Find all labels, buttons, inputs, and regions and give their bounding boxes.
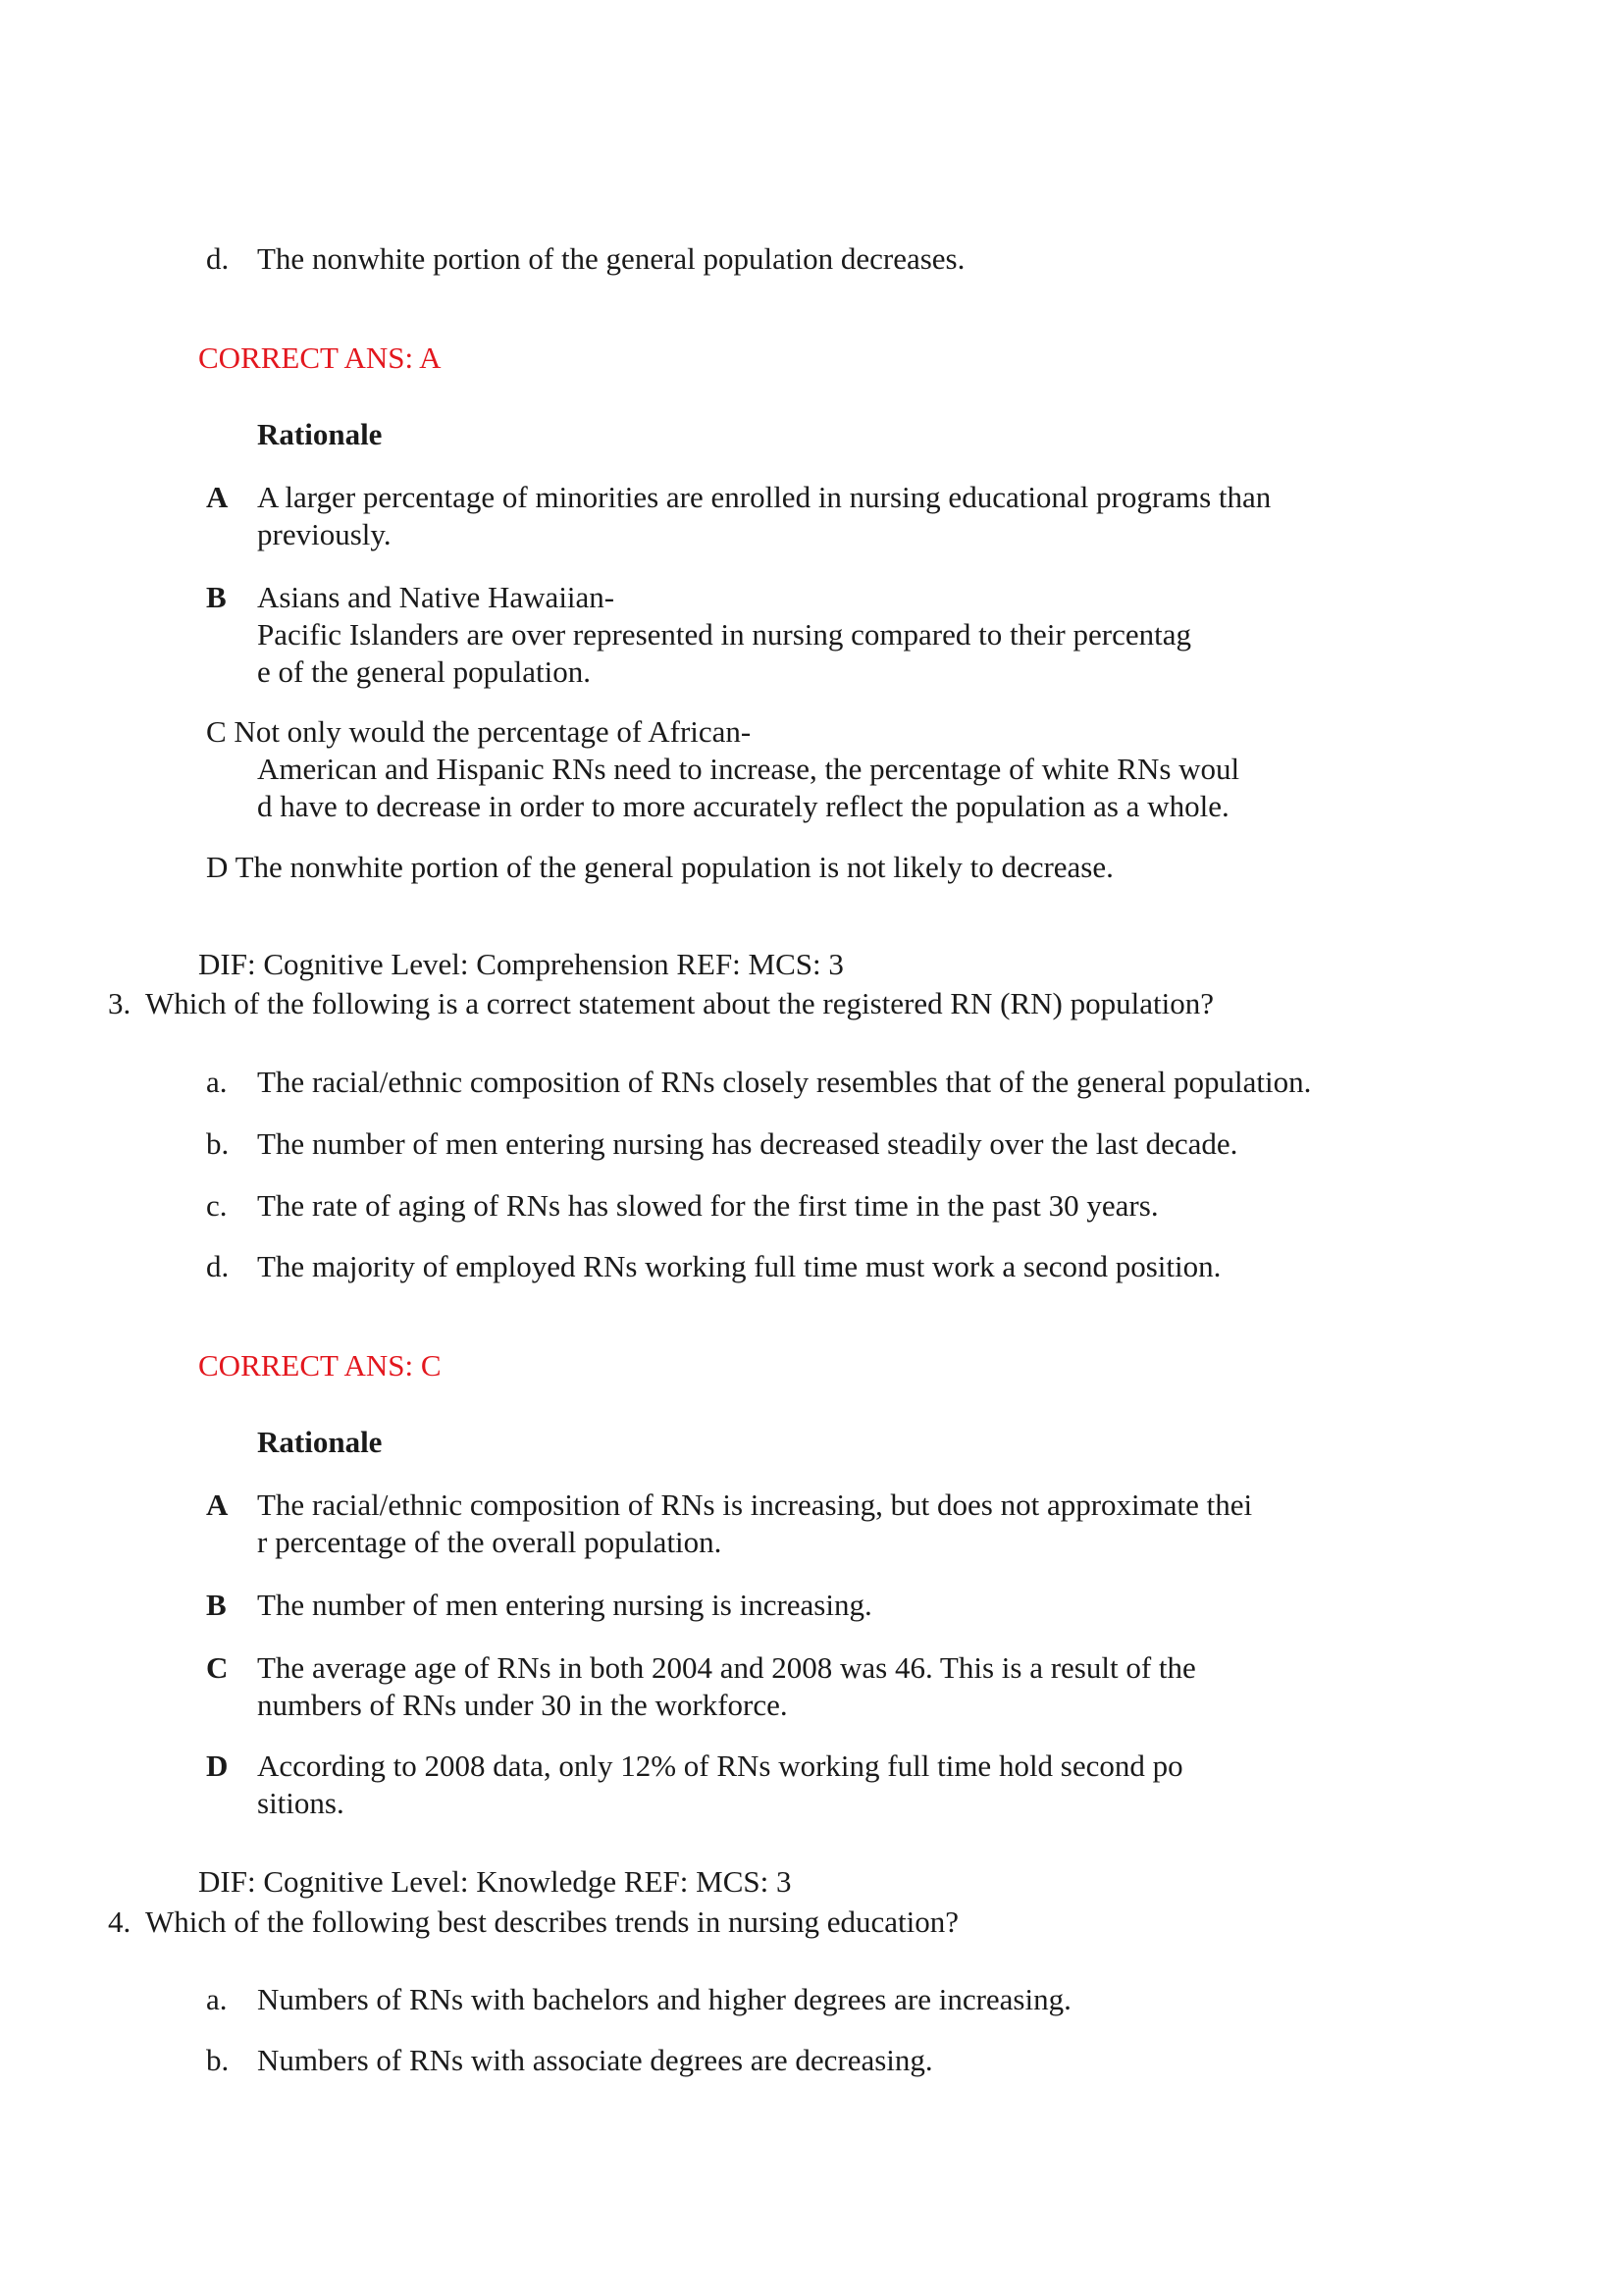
rationale-label: B — [206, 580, 227, 614]
rationale-line: Asians and Native Hawaiian- — [257, 580, 615, 614]
rationale-line: The number of men entering nursing is increasing. — [257, 1588, 872, 1622]
rationale-label: A — [206, 1487, 229, 1522]
dif-ref: DIF: Cognitive Level: Comprehension REF: MCS: 3 — [198, 947, 844, 981]
correct-answer: CORRECT ANS: A — [198, 340, 442, 375]
rationale-label: D — [206, 1748, 229, 1783]
rationale-line: e of the general population. — [257, 654, 592, 689]
option-text: The majority of employed RNs working full time must work a second position. — [257, 1249, 1222, 1283]
option-text: The racial/ethnic composition of RNs closely resembles that of the general population. — [257, 1065, 1312, 1099]
option-label: c. — [206, 1188, 228, 1223]
option-text: Numbers of RNs with associate degrees are decreasing. — [257, 2043, 933, 2077]
rationale-line: d have to decrease in order to more accurately reflect the population as a whole. — [257, 789, 1230, 823]
rationale-heading: Rationale — [257, 1425, 383, 1459]
question-number: 3. — [108, 986, 131, 1020]
dif-ref: DIF: Cognitive Level: Knowledge REF: MCS: 3 — [198, 1864, 792, 1899]
rationale-line: According to 2008 data, only 12% of RNs working full time hold second po — [257, 1748, 1183, 1783]
rationale-label: A — [206, 480, 229, 514]
question-text: Which of the following is a correct statement about the registered RN (RN) population? — [145, 986, 1214, 1020]
rationale-line: Pacific Islanders are over represented in nursing compared to their percentag — [257, 617, 1191, 652]
rationale-line: sitions. — [257, 1786, 344, 1820]
rationale-label: B — [206, 1588, 227, 1622]
rationale-line: r percentage of the overall population. — [257, 1525, 722, 1559]
option-label: d. — [206, 1249, 230, 1283]
rationale-line: American and Hispanic RNs need to increase, the percentage of white RNs woul — [257, 752, 1240, 786]
correct-answer: CORRECT ANS: C — [198, 1348, 442, 1383]
option-text: The rate of aging of RNs has slowed for the first time in the past 30 years. — [257, 1188, 1159, 1223]
rationale-line: The average age of RNs in both 2004 and 2008 was 46. This is a result of the — [257, 1650, 1196, 1685]
rationale-line: D The nonwhite portion of the general population is not likely to decrease. — [206, 850, 1114, 884]
question-text: Which of the following best describes trends in nursing education? — [145, 1905, 960, 1939]
rationale-line: numbers of RNs under 30 in the workforce. — [257, 1688, 788, 1722]
rationale-line: C Not only would the percentage of African- — [206, 714, 752, 749]
option-label: d. — [206, 241, 230, 276]
rationale-line: previously. — [257, 517, 392, 551]
question-number: 4. — [108, 1905, 131, 1939]
option-text: Numbers of RNs with bachelors and higher degrees are increasing. — [257, 1982, 1072, 2016]
rationale-heading: Rationale — [257, 417, 383, 451]
option-text: The number of men entering nursing has decreased steadily over the last decade. — [257, 1126, 1238, 1161]
rationale-line: A larger percentage of minorities are enrolled in nursing educational programs than — [257, 480, 1272, 514]
option-label: a. — [206, 1982, 228, 2016]
rationale-line: The racial/ethnic composition of RNs is increasing, but does not approximate thei — [257, 1487, 1253, 1522]
option-label: b. — [206, 1126, 230, 1161]
option-label: b. — [206, 2043, 230, 2077]
option-text: The nonwhite portion of the general population decreases. — [257, 241, 966, 276]
rationale-label: C — [206, 1650, 229, 1685]
option-label: a. — [206, 1065, 228, 1099]
